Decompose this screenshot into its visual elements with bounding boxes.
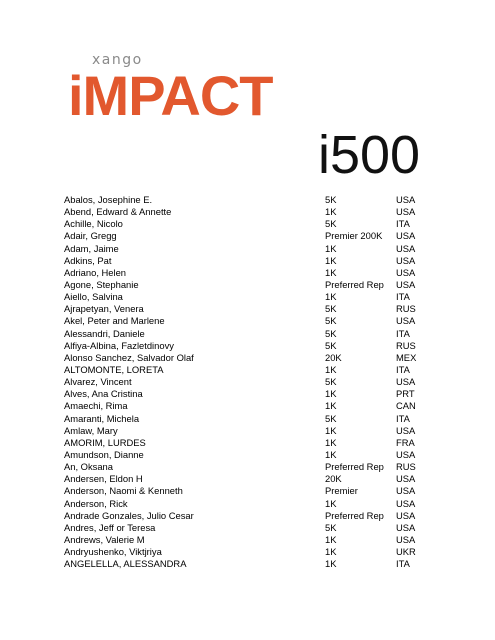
member-level: Preferred Rep <box>325 461 384 473</box>
member-country: ITA <box>396 558 410 570</box>
list-row <box>64 449 434 461</box>
list-row <box>64 352 434 364</box>
list-row <box>64 255 434 267</box>
member-level: 20K <box>325 351 342 363</box>
member-name: An, Oksana <box>64 461 113 473</box>
member-name: Alessandri, Daniele <box>64 327 145 339</box>
member-level: 1K <box>325 206 337 218</box>
page-title: i500 <box>318 125 421 185</box>
member-name: Amaranti, Michela <box>64 412 140 424</box>
member-name: Andryushenko, Viktjriya <box>64 546 162 558</box>
member-name: ANGELELLA, ALESSANDRA <box>64 558 187 570</box>
member-country: ITA <box>396 363 410 375</box>
member-level: 1K <box>325 558 337 570</box>
member-name: Adkins, Pat <box>64 254 112 266</box>
list-row <box>64 437 434 449</box>
member-country: PRT <box>396 388 415 400</box>
member-country: USA <box>396 473 416 485</box>
member-level: 5K <box>325 339 337 351</box>
member-country: ITA <box>396 327 410 339</box>
list-row <box>64 461 434 473</box>
member-level: 5K <box>325 327 337 339</box>
member-level: 5K <box>325 218 337 230</box>
member-country: USA <box>396 376 416 388</box>
member-level: 1K <box>325 266 337 278</box>
member-level: 5K <box>325 376 337 388</box>
member-name: Abend, Edward & Annette <box>64 206 172 218</box>
member-name: Abalos, Josephine E. <box>64 194 153 205</box>
list-row <box>64 413 434 425</box>
list-row <box>64 267 434 279</box>
list-row <box>64 303 434 315</box>
member-name: Agone, Stephanie <box>64 278 139 290</box>
list-row <box>64 291 434 303</box>
member-country: USA <box>396 206 416 218</box>
brand-impact-logo: iMPACT <box>68 64 273 127</box>
list-row <box>64 534 434 546</box>
list-row <box>64 279 434 291</box>
member-country: USA <box>396 242 416 254</box>
member-country: ITA <box>396 412 410 424</box>
list-row <box>64 230 434 242</box>
member-level: 1K <box>325 448 337 460</box>
member-name: Alfiya-Albina, Fazletdinovy <box>64 339 174 351</box>
member-level: 1K <box>325 254 337 266</box>
list-row <box>64 400 434 412</box>
brand-small-logo: xango <box>92 52 143 68</box>
member-level: 1K <box>325 400 337 412</box>
member-name: Achille, Nicolo <box>64 218 123 230</box>
member-name: Alves, Ana Cristina <box>64 388 143 400</box>
member-name: Andrade Gonzales, Julio Cesar <box>64 509 194 521</box>
member-country: UKR <box>396 546 416 558</box>
member-name: Ajrapetyan, Venera <box>64 303 144 315</box>
member-level: 5K <box>325 194 337 205</box>
member-level: 1K <box>325 291 337 303</box>
list-row <box>64 425 434 437</box>
member-level: 1K <box>325 388 337 400</box>
list-row <box>64 206 434 218</box>
member-country: FRA <box>396 436 415 448</box>
member-level: 1K <box>325 533 337 545</box>
list-row <box>64 194 434 206</box>
list-row <box>64 546 434 558</box>
member-name: Alonso Sanchez, Salvador Olaf <box>64 351 194 363</box>
member-level: Premier 200K <box>325 230 383 242</box>
member-level: 5K <box>325 521 337 533</box>
member-level: 5K <box>325 315 337 327</box>
member-level: 5K <box>325 303 337 315</box>
member-country: USA <box>396 509 416 521</box>
member-country: USA <box>396 315 416 327</box>
member-country: USA <box>396 448 416 460</box>
member-country: ITA <box>396 218 410 230</box>
member-list <box>64 194 434 570</box>
member-name: Amaechi, Rima <box>64 400 128 412</box>
member-name: Akel, Peter and Marlene <box>64 315 165 327</box>
member-country: RUS <box>396 303 416 315</box>
member-country: USA <box>396 278 416 290</box>
member-name: Amlaw, Mary <box>64 424 118 436</box>
member-level: 1K <box>325 546 337 558</box>
list-row <box>64 510 434 522</box>
member-country: RUS <box>396 461 416 473</box>
member-level: Preferred Rep <box>325 278 384 290</box>
list-row <box>64 388 434 400</box>
list-row <box>64 328 434 340</box>
member-level: 1K <box>325 363 337 375</box>
list-row <box>64 485 434 497</box>
member-country: USA <box>396 230 416 242</box>
list-row <box>64 498 434 510</box>
member-level: 1K <box>325 497 337 509</box>
list-row <box>64 243 434 255</box>
member-country: USA <box>396 194 416 205</box>
member-level: Preferred Rep <box>325 509 384 521</box>
member-level: 1K <box>325 242 337 254</box>
member-country: USA <box>396 497 416 509</box>
member-country: CAN <box>396 400 416 412</box>
member-name: Adair, Gregg <box>64 230 117 242</box>
member-name: Andersen, Eldon H <box>64 473 143 485</box>
member-name: Alvarez, Vincent <box>64 376 132 388</box>
member-name: Adriano, Helen <box>64 266 127 278</box>
member-level: 1K <box>325 424 337 436</box>
member-country: USA <box>396 521 416 533</box>
member-country: USA <box>396 533 416 545</box>
member-level: Premier <box>325 485 358 497</box>
member-level: 20K <box>325 473 342 485</box>
member-name: Anderson, Rick <box>64 497 128 509</box>
member-country: USA <box>396 485 416 497</box>
member-country: USA <box>396 266 416 278</box>
list-row <box>64 364 434 376</box>
member-name: Andres, Jeff or Teresa <box>64 521 156 533</box>
member-country: RUS <box>396 339 416 351</box>
list-row <box>64 218 434 230</box>
member-country: MEX <box>396 351 417 363</box>
member-name: Amundson, Dianne <box>64 448 144 460</box>
member-country: USA <box>396 424 416 436</box>
member-level: 5K <box>325 412 337 424</box>
list-row <box>64 473 434 485</box>
list-row <box>64 558 434 570</box>
member-name: Aiello, Salvina <box>64 291 123 303</box>
member-country: USA <box>396 254 416 266</box>
list-row <box>64 522 434 534</box>
member-level: 1K <box>325 436 337 448</box>
member-name: Adam, Jaime <box>64 242 119 254</box>
member-country: ITA <box>396 291 410 303</box>
member-name: AMORIM, LURDES <box>64 436 146 448</box>
list-row <box>64 340 434 352</box>
list-row <box>64 376 434 388</box>
member-name: Anderson, Naomi & Kenneth <box>64 485 183 497</box>
list-row <box>64 315 434 327</box>
member-name: ALTOMONTE, LORETA <box>64 363 164 375</box>
member-name: Andrews, Valerie M <box>64 533 145 545</box>
